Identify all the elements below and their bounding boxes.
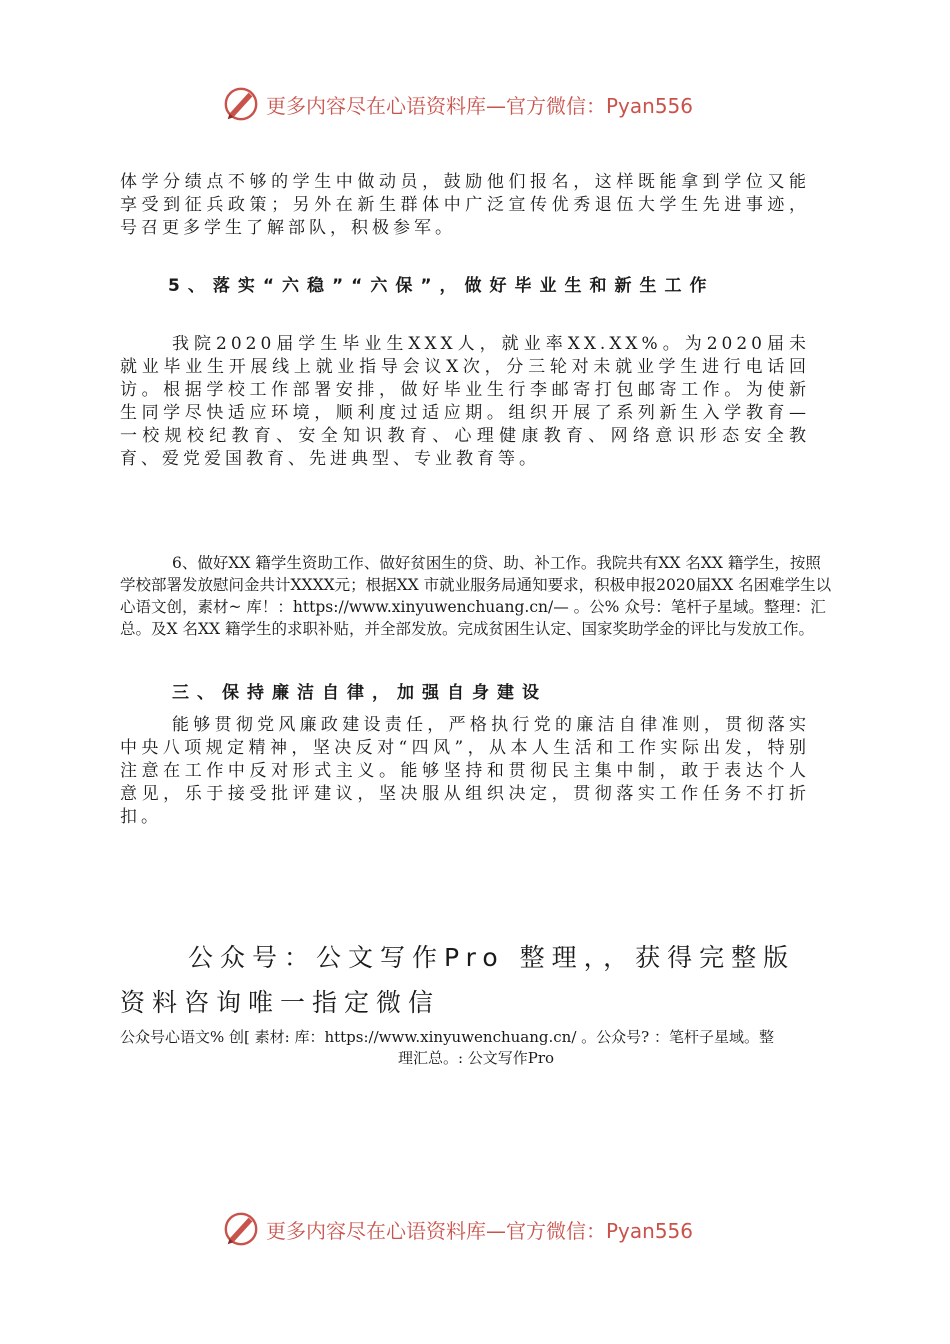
footer-note <box>120 1027 832 1069</box>
bottom-banner <box>222 1209 722 1249</box>
heading-5 <box>120 275 810 298</box>
paragraph-text: 体学分绩点不够的学生中做动员，鼓励他们报名，这样既能拿到学位又能享受到征兵政策；另外在新生群体中广泛宣传优秀退伍大学生先进事迹，号召更多学生了解部队，积极参军。 <box>120 172 810 238</box>
footer-note-line-2: 理汇总。: 公文写作Pro <box>397 1049 555 1067</box>
pen-logo-icon <box>222 1210 260 1248</box>
paragraph-text: 能够贯彻党风廉政建设责任，严格执行党的廉洁自律准则，贯彻落实中央八项规定精神，坚决反对“四风”，从本人生活和工作实际出发，特别注意在工作中反对形式主义。能够坚持和贯彻民主集中制，敢于表达个人意见，乐于接受批评建议，坚决服从组织决定，贯彻落实工作任务不打折扣。 <box>120 715 810 827</box>
promo-line-1 <box>120 935 810 981</box>
paragraph-text: 6、做好XX 籍学生资助工作、做好贫困生的贷、助、补工作。我院共有XX 名XX 籍学生，按照学校部署发放慰问金共计XXXX元；根据XX 市就业服务局通知要求，积极申报2020届XX 名困难学生以心语文创，素材~ 库！：https://www.xinyuwenchuang.cn/— 。公% 众号：笔杆子星域。整理：汇总。及X 名XX 籍学生的求职补贴，并全部发放。完成贫困生认定、国家奖助学金的评比与发放工作。 <box>120 554 832 638</box>
heading-text: 5、落实“六稳”“六保”，做好毕业生和新生工作 <box>168 276 715 296</box>
heading-text: 三、保持廉洁自律，加强自身建设 <box>172 683 547 703</box>
heading-section-3 <box>120 682 810 705</box>
banner-text: 更多内容尽在心语资料库—官方微信：Pyan556 <box>266 93 694 118</box>
paragraph-graduates <box>120 333 810 471</box>
promo-text: 公众号：公文写作Pro 整理，，获得完整版 <box>188 943 796 972</box>
footer-note-line-1: 公众号心语文% 创[ 素材: 库：https://www.xinyuwenchuang.cn/ 。公众号? ：笔杆子星域。整 <box>120 1028 774 1046</box>
promo-line-2 <box>120 980 810 1026</box>
pen-logo-icon <box>222 85 260 123</box>
top-banner <box>222 84 722 124</box>
paragraph-enlistment <box>120 171 810 240</box>
paragraph-text: 我院2020届学生毕业生XXX人，就业率XX.XX%。为2020届未就业毕业生开展线上就业指导会议X次，分三轮对未就业学生进行电话回访。根据学校工作部署安排，做好毕业生行李邮寄打包邮寄工作。为使新生同学尽快适应环境，顺利度过适应期。组织开展了系列新生入学教育—一校规校纪教育、安全知识教育、心理健康教育、网络意识形态安全教育、爱党爱国教育、先进典型、专业教育等。 <box>120 334 810 469</box>
paragraph-financial-aid <box>120 552 832 640</box>
banner-text: 更多内容尽在心语资料库—官方微信：Pyan556 <box>266 1218 694 1243</box>
promo-text: 资料咨询唯一指定微信 <box>120 988 441 1017</box>
paragraph-integrity <box>120 714 810 829</box>
